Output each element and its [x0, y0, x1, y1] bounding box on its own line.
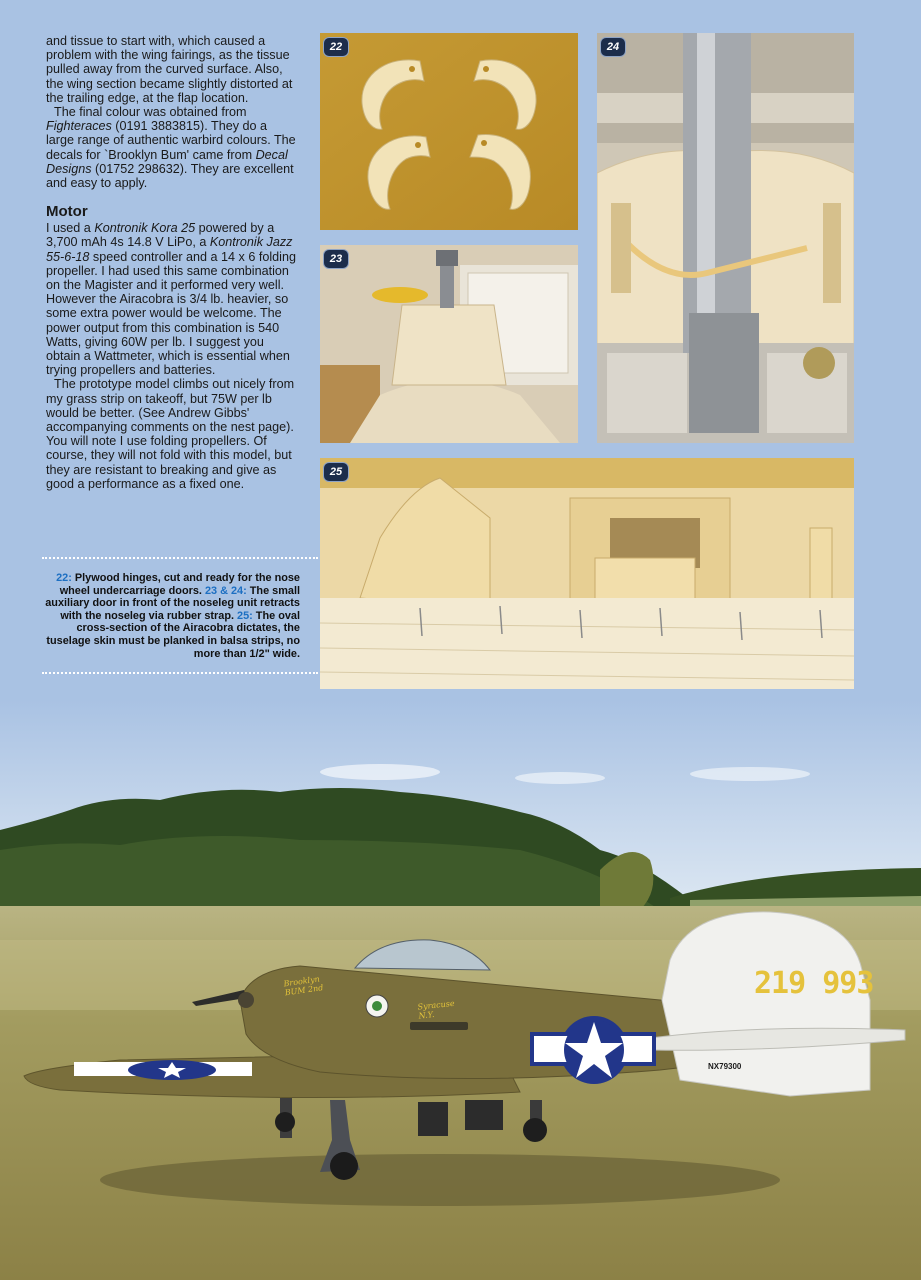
hinges-image: [320, 33, 578, 230]
nose-art: Brooklyn BUM 2nd: [282, 974, 324, 998]
section-heading: Motor: [46, 203, 88, 221]
photo-number-badge: 22: [323, 37, 349, 57]
photo-number-badge: 25: [323, 462, 349, 482]
photo-22: [320, 33, 578, 230]
paragraph-2: [46, 105, 298, 190]
side-name: Syracuse N.Y.: [417, 998, 456, 1021]
photo-captions: [42, 572, 300, 660]
article-body: [46, 34, 298, 491]
caption-text: The small auxiliary door in front of the noseleg unit retracts with the noseleg via rubber strap.: [45, 584, 300, 622]
photo-number-badge: 23: [323, 249, 349, 269]
text-span: The final colour was obtained from: [54, 105, 247, 120]
supplier-name: Fighteraces: [46, 119, 112, 134]
photo-25: [320, 458, 854, 689]
text-span: speed controller and a 14 x 6 folding propeller. I had used this same combination on the Magister and it performed very well. However the Airacobra is 3/4 lb. heavier, so some extra power would be welcome. The power output from this combination is 540 Watts, giving 60W per lb. I suggest you obtain a Wattmeter, which is essential when trying propellers and batteries.: [46, 249, 296, 378]
fuselage-planking-image: [320, 458, 854, 689]
caption-number: 25:: [237, 609, 253, 622]
paragraph-4: The prototype model climbs out nicely from my grass strip on takeoff, but 75W per lb would be better. (See Andrew Gibbs' accompanying comments on the nest page). You will note I use folding propellers. Of course, they will not fold with this model, but they are resistant to breaking and give as good a performance as a fixed one.: [46, 377, 295, 491]
photo-23: [320, 245, 578, 443]
product-name: Kontronik Kora 25: [94, 221, 196, 236]
paragraph-1: and tissue to start with, which caused a problem with the wing fairings, as the tissue pulled away from the curved surface. Also, the wing section became slightly distorted at the trailing edge, at the flap location.: [46, 34, 293, 105]
airacobra-photo: [0, 700, 921, 1280]
photo-24: [597, 33, 854, 443]
noseleg-image: [597, 33, 854, 443]
caption-number: 22:: [56, 572, 72, 584]
paragraph-3: [46, 221, 298, 377]
registration-mark: NX79300: [708, 1062, 742, 1071]
text-span: I used a: [46, 221, 95, 236]
product-name: Kontronik Jazz 55-6-18: [46, 235, 293, 264]
text-span: (0191 3883815). They do a large range of authentic warbird colours. The decals for `Brooklyn Bum' came from: [46, 119, 296, 162]
text-span: powered by a 3,700 mAh 4s 14.8 V LiPo, a: [46, 221, 275, 250]
text-span: (01752 298632). They are excellent and easy to apply.: [46, 161, 294, 191]
dotted-divider-bottom: [42, 672, 318, 674]
photo-number-badge: 24: [600, 37, 626, 57]
dotted-divider-top: [42, 557, 318, 559]
supplier-name: Decal Designs: [46, 147, 288, 176]
nose-block-image: [320, 245, 578, 443]
caption-number: 23 & 24:: [204, 584, 247, 597]
caption-text: Plywood hinges, cut and ready for the nose wheel undercarriage doors.: [59, 572, 300, 597]
caption-text: The oval cross-section of the Airacobra dictates, the tuselage skin must be planked in balsa strips, no more than 1/2" wide.: [46, 609, 300, 660]
tail-number: 219 993: [754, 966, 874, 1001]
